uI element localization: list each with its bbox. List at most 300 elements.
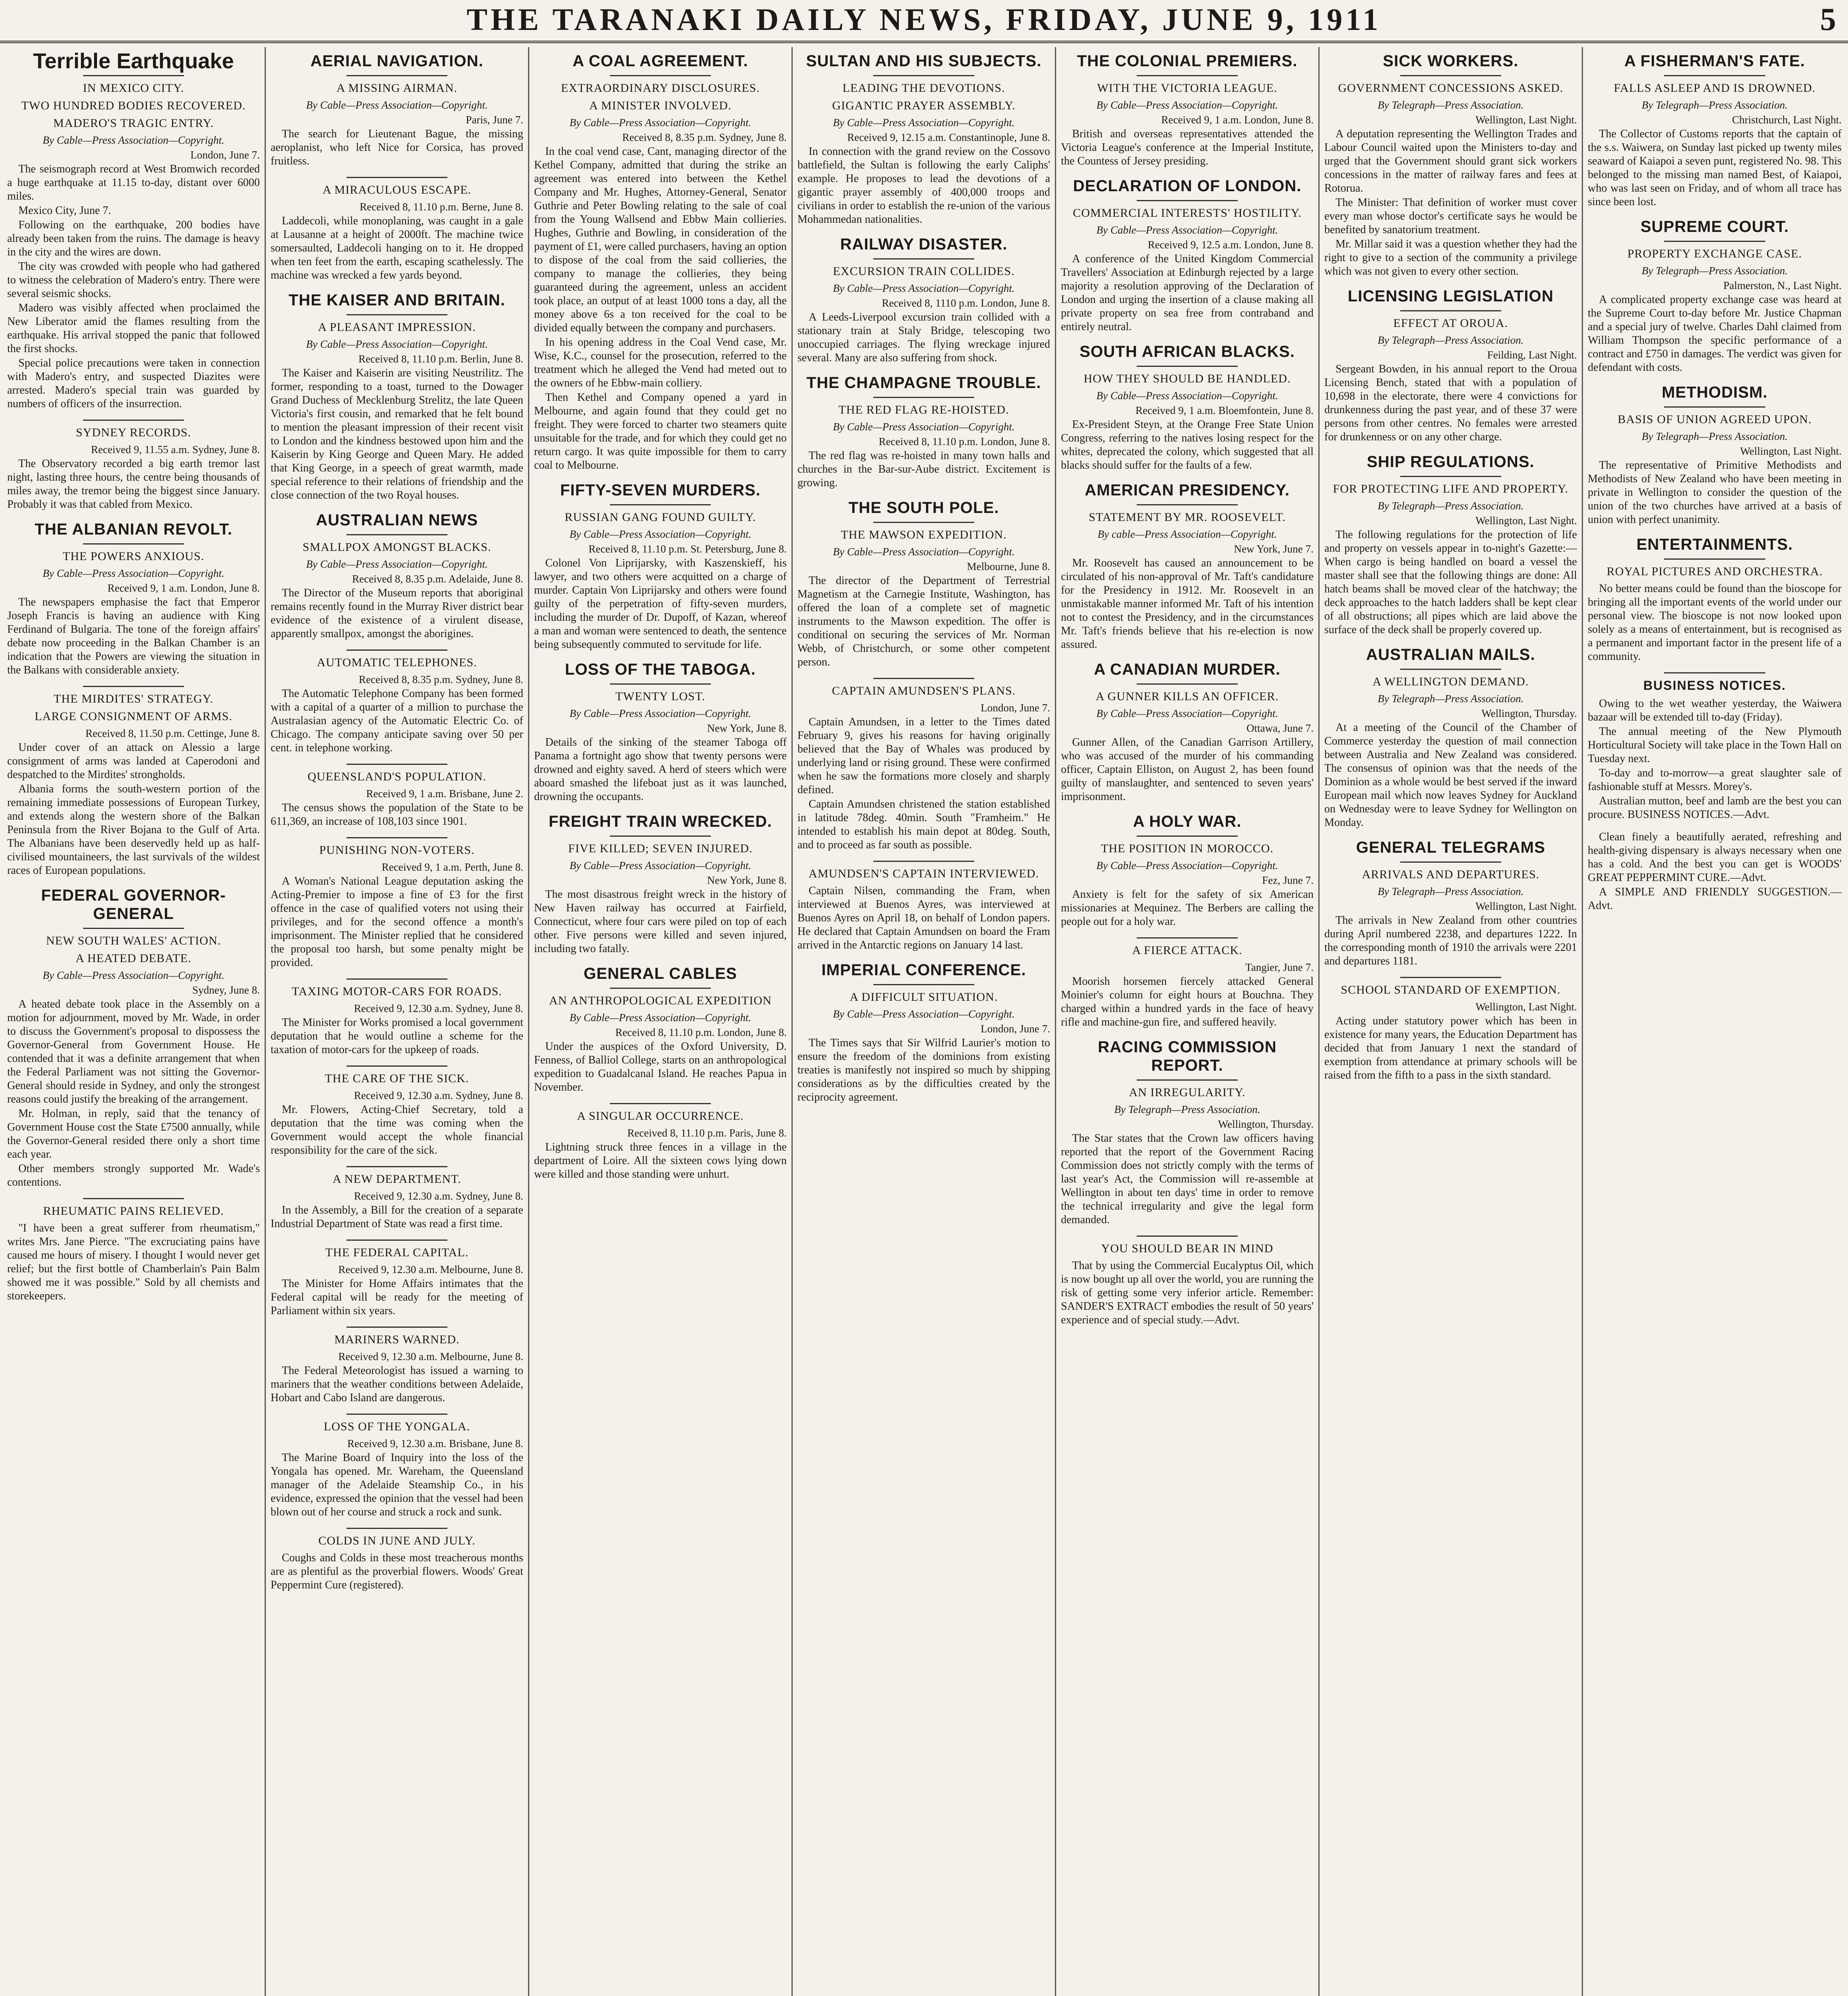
body-paragraph: In the coal vend case, Cant, managing director of the Kethel Company, admitted that during the strike an agreement was entered into between the Kethel Company and Mr. Hughes, Attorney-General, Senator Guthrie and Peter Bowling relating to the sale of coal from the Young Wallsend and Ebbw Main collieries. Hughes, Guthrie and Bowling, in consideration of the payment of £1, were called purchasers, having an option to dispose of the coal from the said collieries, the company to manage the collieries, they being guaranteed during the agreement, unless an accident took place, an output of at least 1000 tons a day, all the money above 6s a ton received for the coal to be divided equally between the company and purchasers. bbox=[534, 145, 787, 334]
article-subheading: THE MIRDITES' STRATEGY. bbox=[53, 692, 214, 705]
body-paragraph: The Federal Meteorologist has issued a warning to mariners that the weather conditions between Adelaide, Hobart and Cabo Island are dangerous. bbox=[271, 1364, 523, 1404]
article bbox=[1061, 1038, 1314, 1227]
wire-credit: By Telegraph—Press Association. bbox=[1377, 500, 1524, 512]
article-subheading: ARRIVALS AND DEPARTURES. bbox=[1362, 868, 1539, 881]
dateline: Received 9, 1 a.m. Perth, June 8. bbox=[382, 861, 523, 873]
notices-heading: BUSINESS NOTICES. bbox=[1643, 678, 1786, 693]
article bbox=[271, 649, 523, 755]
article-subheading: EFFECT AT OROUA. bbox=[1393, 317, 1508, 330]
news-column bbox=[1583, 47, 1846, 1996]
body-paragraph: Under cover of an attack on Alessio a large consignment of arms was landed at Caperodoni and despatched to the Mirdites' strongholds. bbox=[7, 741, 260, 781]
article bbox=[271, 837, 523, 970]
body-paragraph: Following on the earthquake, 200 bodies have already been taken from the ruins. The damage is heavy in the city and the wires are down. bbox=[7, 219, 260, 258]
article-subheading: A PLEASANT IMPRESSION. bbox=[318, 321, 476, 334]
article bbox=[1324, 453, 1577, 637]
dateline: Received 8, 11.10 p.m. Berlin, June 8. bbox=[358, 353, 523, 365]
headline-rule bbox=[873, 984, 974, 985]
article bbox=[1061, 937, 1314, 1029]
body-paragraph: Mexico City, June 7. bbox=[18, 204, 111, 217]
article-subheading: AMUNDSEN'S CAPTAIN INTERVIEWED. bbox=[808, 867, 1039, 880]
newspaper-columns bbox=[2, 47, 1846, 1996]
headline-rule bbox=[1137, 1079, 1238, 1081]
headline-rule bbox=[1137, 200, 1238, 201]
article bbox=[271, 1528, 523, 1592]
body-paragraph: A deputation representing the Wellington Trades and Labour Council waited upon the Ministers to-day and urged that the Government should grant sick workers concessions in the matter of railway fares and fees at Rotorua. bbox=[1324, 128, 1577, 194]
wire-credit: By Cable—Press Association—Copyright. bbox=[42, 969, 225, 981]
body-paragraph: Mr. Roosevelt has caused an announcement to be circulated of his non-approval of Mr. Taft's candidature for the Presidency in 1912. Mr. Roosevelt in an unmistakable manner informed Mr. Taft of his intention not to contest the Presidency, and in the circumstances Mr. Taft's friends believe that his re-election is now assured. bbox=[1061, 557, 1314, 651]
article bbox=[7, 420, 260, 511]
dateline: Received 9, 12.15 a.m. Constantinople, June 8. bbox=[847, 131, 1050, 143]
headline-rule bbox=[346, 314, 447, 315]
body-paragraph: Owing to the wet weather yesterday, the Waiwera bazaar will be extended till to-day (Friday). bbox=[1588, 697, 1842, 723]
headline-rule bbox=[1400, 861, 1501, 863]
body-paragraph: A Woman's National League deputation asking the Acting-Premier to impose a fine of £3 for the first offence in the case of qualified voters not using their privileges, and for the second offence a month's imprisonment. The Minister replied that he considered the proposal too harsh, but some penalty might be provided. bbox=[271, 875, 523, 969]
article-headline: GENERAL CABLES bbox=[584, 965, 737, 982]
headline-rule bbox=[1664, 558, 1765, 560]
news-column bbox=[2, 47, 266, 1996]
body-paragraph: The Collector of Customs reports that the captain of the s.s. Waiwera, on Sunday last picked up twenty miles seaward of Kaiapoi a seven punt, registered No. 98. This belonged to the missing man named Best, of Kaiapoi, who was last seen on Friday, and of whom all trace has since been lost. bbox=[1588, 128, 1842, 208]
article bbox=[7, 49, 260, 411]
dateline: Received 9, 12.30 a.m. Brisbane, June 8. bbox=[347, 1438, 523, 1449]
article-headline: A FISHERMAN'S FATE. bbox=[1624, 52, 1805, 70]
headline-rule bbox=[346, 534, 447, 535]
article bbox=[271, 1327, 523, 1405]
body-paragraph: Captain Amundsen christened the station established in latitude 78deg. 40min. South "Framheim." He intended to establish his main depot at 80deg. South, and to proceed as far south as possible. bbox=[797, 798, 1050, 851]
dateline: Received 8, 11.10 p.m. Paris, June 8. bbox=[627, 1127, 787, 1139]
headline-rule bbox=[610, 75, 711, 76]
article-subheading: ROYAL PICTURES AND ORCHESTRA. bbox=[1607, 565, 1823, 578]
article bbox=[271, 1414, 523, 1519]
dateline: Received 8, 11.50 p.m. Cettinge, June 8. bbox=[85, 727, 260, 739]
body-paragraph: The Star states that the Crown law officers having reported that the report of the Government Racing Commission does not strictly comply with the terms of last year's Act, the Commission will re-assemble at Wellington in about ten days' time in order to remove the technical irregularity and give the legal form demanded. bbox=[1061, 1132, 1314, 1226]
body-paragraph: Special police precautions were taken in connection with Madero's entry, and suspected Diazites were arrested. Madero's special train was guarded by numbers of officers of the insurrection. bbox=[7, 357, 260, 410]
headline-rule bbox=[1400, 310, 1501, 311]
dateline: Sydney, June 8. bbox=[192, 984, 260, 996]
wire-credit: By Telegraph—Press Association. bbox=[1377, 693, 1524, 705]
wire-credit: By Telegraph—Press Association. bbox=[1377, 99, 1524, 111]
body-paragraph: The arrivals in New Zealand from other countries during April numbered 2238, and departures 1222. In the corresponding month of 1910 the arrivals were 2201 and departures 1181. bbox=[1324, 914, 1577, 967]
article-subheading: PUNISHING NON-VOTERS. bbox=[319, 844, 475, 857]
wire-credit: By Cable—Press Association—Copyright. bbox=[569, 859, 752, 871]
headline-rule bbox=[1664, 75, 1765, 76]
dateline: Wellington, Thursday. bbox=[1218, 1118, 1314, 1130]
article bbox=[1588, 218, 1842, 374]
section-rule bbox=[1137, 1236, 1238, 1237]
headline-rule bbox=[873, 258, 974, 259]
article-headline: A HOLY WAR. bbox=[1133, 813, 1242, 830]
article-subheading: FIVE KILLED; SEVEN INJURED. bbox=[568, 842, 753, 855]
article bbox=[1324, 838, 1577, 968]
article-headline: METHODISM. bbox=[1662, 384, 1768, 401]
article-headline: THE COLONIAL PREMIERS. bbox=[1077, 52, 1298, 70]
body-paragraph: Albania forms the south-western portion of the remaining immediate possessions of European Turkey, and extends along the western shore of the Balkan Peninsula from the River Bojana to the Gulf of Arta. The Albanians have been deservedly held up as half-civilised mountaineers, the last survivals of the wildest races of European populations. bbox=[7, 783, 260, 877]
headline-rule bbox=[83, 75, 184, 76]
article-subheading: SYDNEY RECORDS. bbox=[76, 426, 191, 439]
article bbox=[1061, 52, 1314, 168]
article-headline: FEDERAL GOVERNOR-GENERAL bbox=[41, 887, 226, 923]
dateline: Received 9, 1 a.m. Bloemfontein, June 8. bbox=[1135, 404, 1314, 416]
article-subheading: A DIFFICULT SITUATION. bbox=[849, 990, 998, 1004]
body-paragraph: Australian mutton, beef and lamb are the best you can procure. BUSINESS NOTICES.—Advt. bbox=[1588, 795, 1842, 821]
dateline: Received 9, 12.30 a.m. Melbourne, June 8. bbox=[338, 1350, 523, 1362]
article-subheading: A MINISTER INVOLVED. bbox=[589, 99, 732, 112]
body-paragraph: The Times says that Sir Wilfrid Laurier's motion to ensure the freedom of the dominions from existing treaties is manifestly not inspired so much by shipping considerations as by the difficulties created by the reciprocity agreement. bbox=[797, 1037, 1050, 1103]
body-paragraph: Coughs and Colds in these most treacherous months are as plentiful as the proverbial flowers. Woods' Great Peppermint Cure (registered). bbox=[271, 1552, 523, 1591]
dateline: Received 9, 1 a.m. London, June 8. bbox=[1161, 114, 1314, 126]
dateline: Wellington, Last Night. bbox=[1740, 445, 1842, 457]
article-headline: AUSTRALIAN NEWS bbox=[316, 511, 478, 529]
headline-rule bbox=[1400, 669, 1501, 670]
dateline: Received 9, 12.5 a.m. London, June 8. bbox=[1148, 239, 1314, 251]
article-subheading: RUSSIAN GANG FOUND GUILTY. bbox=[564, 511, 756, 524]
article-subheading: AN IRREGULARITY. bbox=[1129, 1086, 1246, 1099]
article-subheading: THE MAWSON EXPEDITION. bbox=[841, 528, 1007, 541]
article-headline: THE KAISER AND BRITAIN. bbox=[289, 291, 505, 309]
body-paragraph: Clean finely a beautifully aerated, refreshing and health-giving dispensary is always necessary when one has a cold. And the best you can get is WOODS' GREAT PEPPERMINT CURE.—Advt. bbox=[1588, 831, 1842, 884]
dateline: Fez, June 7. bbox=[1262, 874, 1314, 886]
dateline: Melbourne, June 8. bbox=[967, 560, 1050, 572]
dateline: Wellington, Last Night. bbox=[1475, 515, 1577, 527]
headline-rule bbox=[1137, 504, 1238, 505]
article-subheading: SCHOOL STANDARD OF EXEMPTION. bbox=[1341, 983, 1561, 996]
article-subheading: NEW SOUTH WALES' ACTION. bbox=[46, 934, 221, 947]
article-subheading: A FIERCE ATTACK. bbox=[1132, 944, 1243, 957]
section-rule bbox=[346, 1327, 447, 1328]
article-headline: LOSS OF THE TABOGA. bbox=[565, 661, 756, 678]
dateline: Received 9, 1 a.m. Brisbane, June 2. bbox=[366, 788, 523, 800]
article-subheading: BASIS OF UNION AGREED UPON. bbox=[1617, 413, 1812, 426]
headline-rule bbox=[1664, 406, 1765, 408]
article-subheading: THE POWERS ANXIOUS. bbox=[63, 550, 204, 563]
headline-rule bbox=[1664, 241, 1765, 242]
article-headline: AERIAL NAVIGATION. bbox=[310, 52, 484, 70]
article bbox=[1588, 535, 1842, 663]
wire-credit: By Cable—Press Association—Copyright. bbox=[1096, 859, 1278, 871]
article-subheading: PROPERTY EXCHANGE CASE. bbox=[1627, 247, 1802, 260]
headline-rule bbox=[1400, 75, 1501, 76]
dateline: Received 9, 1 a.m. London, June 8. bbox=[107, 582, 260, 594]
dateline: Received 9, 12.30 a.m. Sydney, June 8. bbox=[354, 1089, 523, 1101]
headline-rule bbox=[610, 836, 711, 837]
article-subheading: IN MEXICO CITY. bbox=[83, 81, 184, 95]
article bbox=[1588, 672, 1842, 822]
article-subheading: MARINERS WARNED. bbox=[334, 1333, 460, 1346]
article bbox=[534, 964, 787, 1094]
article-headline: SUPREME COURT. bbox=[1640, 218, 1789, 236]
section-rule bbox=[1137, 937, 1238, 939]
wire-credit: By Cable—Press Association—Copyright. bbox=[833, 282, 1015, 294]
article bbox=[271, 511, 523, 641]
wire-credit: By Cable—Press Association—Copyright. bbox=[569, 117, 752, 129]
article-subheading: A MIRACULOUS ESCAPE. bbox=[323, 183, 471, 196]
body-paragraph: The Minister: That definition of worker must cover every man whose doctor's certificate says he would be benefited by sanatorium treatment. bbox=[1324, 196, 1577, 236]
dateline: Received 8, 8.35 p.m. Sydney, June 8. bbox=[622, 131, 787, 143]
article-headline: SHIP REGULATIONS. bbox=[1367, 453, 1535, 471]
headline-rule bbox=[873, 397, 974, 398]
dateline: Wellington, Last Night. bbox=[1475, 1001, 1577, 1013]
article-headline: A COAL AGREEMENT. bbox=[572, 52, 748, 70]
body-paragraph: The city was crowded with people who had gathered to witness the celebration of Madero's entry. There were several seismic shocks. bbox=[7, 260, 260, 300]
body-paragraph: In his opening address in the Coal Vend case, Mr. Wise, K.C., counsel for the prosecution, referred to the treatment which he alleged the Vend had meted out to the owners of he Ebbw-main colliery. bbox=[534, 336, 787, 389]
article bbox=[1588, 52, 1842, 209]
headline-rule bbox=[83, 928, 184, 929]
body-paragraph: The search for Lieutenant Bague, the missing aeroplanist, who left Nice for Corsica, has proved fruitless. bbox=[271, 128, 523, 167]
wire-credit: By Cable—Press Association—Copyright. bbox=[833, 117, 1015, 129]
section-rule bbox=[1664, 672, 1765, 673]
body-paragraph: Gunner Allen, of the Canadian Garrison Artillery, who was accused of the murder of his commanding officer, Captain Elliston, on August 2, has been found guilty of manslaughter, and sentenced to seven years' imprisonment. bbox=[1061, 736, 1314, 803]
dateline: Received 9, 12.30 a.m. Sydney, June 8. bbox=[354, 1190, 523, 1202]
section-rule bbox=[873, 678, 974, 679]
body-paragraph: Sergeant Bowden, in his annual report to the Oroua Licensing Bench, stated that with a population of 10,698 in the electorate, there were 4 convictions for drunkenness during the past year, and of these 37 were persons from other centres. No females were arrested for drunkenness or on any other charge. bbox=[1324, 363, 1577, 443]
article bbox=[271, 291, 523, 502]
dateline: London, June 7. bbox=[981, 702, 1050, 714]
article-subheading: YOU SHOULD BEAR IN MIND bbox=[1101, 1242, 1274, 1255]
article-subheading: TWENTY LOST. bbox=[615, 690, 706, 703]
body-paragraph: That by using the Commercial Eucalyptus Oil, which is now bought up all over the world, you are running the risk of getting some very inferior article. Remember: SANDER'S EXTRACT embodies the result of 50 years' experience and of special study.—Advt. bbox=[1061, 1259, 1314, 1326]
article bbox=[534, 812, 787, 956]
article bbox=[797, 499, 1050, 669]
section-rule bbox=[346, 649, 447, 651]
article-subheading: FALLS ASLEEP AND IS DROWNED. bbox=[1614, 81, 1816, 95]
body-paragraph: The most disastrous freight wreck in the history of New Haven railway has occurred at Fairfield, Connecticut, where four cars were piled on top of each other. Five persons were killed and seven injured, including two fatally. bbox=[534, 888, 787, 955]
wire-credit: By Cable—Press Association—Copyright. bbox=[1096, 224, 1278, 236]
body-paragraph: Lightning struck three fences in a village in the department of Loire. All the sixteen cows lying down were killed and those standing were unhurt. bbox=[534, 1141, 787, 1180]
body-paragraph: Mr. Millar said it was a question whether they had the right to give to a section of the community a privilege which was not given to every other section. bbox=[1324, 238, 1577, 277]
article-subheading: QUEENSLAND'S POPULATION. bbox=[307, 770, 487, 783]
article-subheading: THE POSITION IN MOROCCO. bbox=[1101, 842, 1274, 855]
article bbox=[797, 235, 1050, 365]
article-headline: RAILWAY DISASTER. bbox=[840, 236, 1008, 253]
article-subheading: STATEMENT BY MR. ROOSEVELT. bbox=[1088, 511, 1286, 524]
article-headline: GENERAL TELEGRAMS bbox=[1356, 839, 1545, 856]
dateline: Received 8, 11.10 p.m. London, June 8. bbox=[615, 1026, 787, 1038]
article-subheading: AN ANTHROPOLOGICAL EXPEDITION bbox=[549, 994, 772, 1007]
article-headline: A CANADIAN MURDER. bbox=[1094, 661, 1281, 678]
body-paragraph: Under the auspices of the Oxford University, D. Fenness, of Balliol College, starts on an anthropological expedition to Guadalcanal Island. He reaches Papua in November. bbox=[534, 1040, 787, 1093]
body-paragraph: Ex-President Steyn, at the Orange Free State Union Congress, referring to the natives losing respect for the whites, deprecated the colony, which suggested that all blacks should suffer for the faults of a few. bbox=[1061, 418, 1314, 471]
body-paragraph: Mr. Flowers, Acting-Chief Secretary, told a deputation that the time was coming when the Government would accept the whole financial responsibility for the care of the sick. bbox=[271, 1103, 523, 1156]
dateline: Ottawa, June 7. bbox=[1247, 722, 1314, 734]
wire-credit: By Cable—Press Association—Copyright. bbox=[1096, 99, 1278, 111]
news-column bbox=[1056, 47, 1320, 1996]
body-paragraph: The annual meeting of the New Plymouth Horticultural Society will take place in the Town Hall on Tuesday next. bbox=[1588, 725, 1842, 765]
dateline: Palmerston, N., Last Night. bbox=[1723, 279, 1842, 291]
dateline: Wellington, Thursday. bbox=[1481, 707, 1577, 719]
body-paragraph: The Kaiser and Kaiserin are visiting Neustrilitz. The former, responding to a toast, turned to the Dowager Grand Duchess of Mecklenburg Strelitz, the late Queen Victoria's first cousin, and remarked that he felt bound to mention the pleasant impression of their recent visit to London and the kindness bestowed upon him and the Kaiserin by King George and Queen Mary. He added that King George, in a speech of great warmth, made special reference to their relations of friendship and the close connection of the two Royal houses. bbox=[271, 367, 523, 501]
article-subheading: EXTRAORDINARY DISCLOSURES. bbox=[561, 81, 760, 95]
dateline: New York, June 7. bbox=[1234, 543, 1314, 555]
body-paragraph: No better means could be found than the bioscope for bringing all the important events of the world under our personal view. The bioscope is not now looked upon solely as a means of entertainment, but is recognised as a permanent and important factor in the present life of a community. bbox=[1588, 582, 1842, 663]
section-rule bbox=[346, 978, 447, 980]
body-paragraph: A conference of the United Kingdom Commercial Travellers' Association at Edinburgh rejected by a large majority a resolution approving of the Declaration of London and urging the insertion of a clause making all private property on sea free from contraband and entirely neutral. bbox=[1061, 253, 1314, 333]
article-subheading: COLDS IN JUNE AND JULY. bbox=[318, 1534, 476, 1547]
dateline: Received 8, 11.10 p.m. Berne, June 8. bbox=[360, 201, 523, 213]
article-subheading: THE RED FLAG RE-HOISTED. bbox=[838, 403, 1009, 416]
article bbox=[534, 1103, 787, 1181]
article bbox=[271, 1065, 523, 1157]
section-rule bbox=[346, 1166, 447, 1167]
article-subheading: A WELLINGTON DEMAND. bbox=[1372, 675, 1529, 688]
article bbox=[534, 52, 787, 472]
dateline: Tangier, June 7. bbox=[1245, 961, 1314, 973]
body-paragraph: Acting under statutory power which has been in existence for many years, the Education Department has decided that from January 1 next the standard of exemption from attendance at primary schools will be raised from the fifth to a pass in the sixth standard. bbox=[1324, 1015, 1577, 1081]
body-paragraph: A complicated property exchange case was heard at the Supreme Court to-day before Mr. Justice Chapman and a special jury of twelve. Charles Dahl claimed from William Thompson the specific performance of a contract and £750 in damages. The verdict was given for defendant with costs. bbox=[1588, 293, 1842, 374]
article-subheading: COMMERCIAL INTERESTS' HOSTILITY. bbox=[1072, 206, 1302, 220]
article-headline: DECLARATION OF LONDON. bbox=[1073, 177, 1302, 195]
body-paragraph: The Director of the Museum reports that aboriginal remains recently found in the Murray River district bear evidence of the existence of a virulent disease, apparently smallpox, amongst the aborigines. bbox=[271, 587, 523, 640]
body-paragraph: In the Assembly, a Bill for the creation of a separate Industrial Department of State was read a first time. bbox=[271, 1204, 523, 1230]
article bbox=[7, 1198, 260, 1303]
headline-rule bbox=[83, 543, 184, 545]
body-paragraph: A SIMPLE AND FRIENDLY SUGGESTION.—Advt. bbox=[1588, 886, 1842, 912]
article bbox=[271, 1166, 523, 1231]
body-paragraph: Captain Amundsen, in a letter to the Times dated February 9, gives his reasons for having originally believed that the Bay of Whales was produced by underlying land or rising ground. These were confirmed when he saw the formations more closely and sharply defined. bbox=[797, 716, 1050, 796]
dateline: Received 9, 12.30 a.m. Sydney, June 8. bbox=[354, 1002, 523, 1014]
article-subheading: TAXING MOTOR-CARS FOR ROADS. bbox=[292, 985, 502, 998]
section-rule bbox=[346, 764, 447, 765]
headline-rule bbox=[1400, 476, 1501, 477]
body-paragraph: "I have been a great sufferer from rheumatism," writes Mrs. Jane Pierce. "The excruciating pains have caused me hours of misery. I thought I would never get relief; but the first bottle of Chamberlain's Pain Balm showed me it was possible." Sold by all chemists and storekeepers. bbox=[7, 1222, 260, 1302]
article-headline: THE CHAMPAGNE TROUBLE. bbox=[806, 374, 1041, 392]
article bbox=[1061, 481, 1314, 651]
article bbox=[1324, 977, 1577, 1082]
wire-credit: By Cable—Press Association—Copyright. bbox=[42, 567, 225, 579]
article-subheading: A SINGULAR OCCURRENCE. bbox=[577, 1109, 744, 1123]
wire-credit: By Cable—Press Association—Copyright. bbox=[42, 134, 225, 146]
article-subheading: RHEUMATIC PAINS RELIEVED. bbox=[43, 1204, 224, 1218]
body-paragraph: British and overseas representatives attended the Victoria League's conference at the Imperial Institute, the Countess of Jersey presiding. bbox=[1061, 128, 1314, 167]
wire-credit: By Cable—Press Association—Copyright. bbox=[833, 1008, 1015, 1020]
section-rule bbox=[83, 1198, 184, 1199]
wire-credit: By Cable—Press Association—Copyright. bbox=[569, 1012, 752, 1024]
section-rule bbox=[346, 177, 447, 178]
dateline: London, June 7. bbox=[981, 1023, 1050, 1035]
dateline: New York, June 8. bbox=[707, 722, 787, 734]
section-rule bbox=[83, 420, 184, 421]
article-headline: ENTERTAINMENTS. bbox=[1636, 536, 1793, 553]
article bbox=[7, 886, 260, 1189]
article-subheading: TWO HUNDRED BODIES RECOVERED. bbox=[21, 99, 246, 112]
masthead bbox=[0, 0, 1848, 43]
article-subheading: THE FEDERAL CAPITAL. bbox=[325, 1246, 469, 1259]
article-subheading: GIGANTIC PRAYER ASSEMBLY. bbox=[832, 99, 1016, 112]
body-paragraph: Other members strongly supported Mr. Wade's contentions. bbox=[7, 1162, 260, 1188]
section-rule bbox=[873, 861, 974, 862]
headline-rule bbox=[1137, 366, 1238, 367]
article-subheading: A MISSING AIRMAN. bbox=[336, 81, 457, 95]
article-subheading: GOVERNMENT CONCESSIONS ASKED. bbox=[1338, 81, 1563, 95]
article bbox=[1061, 1236, 1314, 1327]
wire-credit: By Telegraph—Press Association. bbox=[1642, 430, 1788, 442]
section-rule bbox=[346, 1528, 447, 1529]
wire-credit: By Cable—Press Association—Copyright. bbox=[569, 707, 752, 719]
headline-rule bbox=[346, 75, 447, 76]
wire-credit: By Cable—Press Association—Copyright. bbox=[833, 421, 1015, 433]
section-rule bbox=[83, 686, 184, 687]
dateline: Christchurch, Last Night. bbox=[1732, 114, 1842, 126]
article bbox=[1061, 812, 1314, 929]
article bbox=[797, 678, 1050, 852]
body-paragraph: The Minister for Home Affairs intimates that the Federal capital will be ready for the meeting of Parliament within six years. bbox=[271, 1277, 523, 1317]
article bbox=[1588, 383, 1842, 527]
wire-credit: By Telegraph—Press Association. bbox=[1642, 265, 1788, 277]
article-headline: IMPERIAL CONFERENCE. bbox=[821, 961, 1026, 979]
body-paragraph: Laddecoli, while monoplaning, was caught in a gale at Lausanne at a height of 2000ft. The machine twice somersaulted, Laddecoli hanging on to it. He dropped when ten feet from the earth, escaping scathelessly. The machine was wrecked a few yards beyond. bbox=[271, 215, 523, 281]
dateline: Received 8, 11.10 p.m. St. Petersburg, June 8. bbox=[588, 543, 787, 555]
article-headline: AMERICAN PRESIDENCY. bbox=[1084, 481, 1290, 499]
article-subheading: LOSS OF THE YONGALA. bbox=[324, 1420, 470, 1433]
section-rule bbox=[346, 1065, 447, 1067]
article-subheading: MADERO'S TRAGIC ENTRY. bbox=[53, 117, 214, 130]
news-column bbox=[266, 47, 529, 1996]
wire-credit: By Telegraph—Press Association. bbox=[1642, 99, 1788, 111]
dateline: New York, June 8. bbox=[707, 874, 787, 886]
body-paragraph: Anxiety is felt for the safety of six American missionaries at Mequinez. The Berbers are calling the people out for a holy war. bbox=[1061, 888, 1314, 928]
wire-credit: By Cable—Press Association—Copyright. bbox=[1096, 390, 1278, 402]
wire-credit: By cable—Press Association—Copyright. bbox=[1097, 528, 1277, 540]
article-subheading: AUTOMATIC TELEPHONES. bbox=[317, 656, 477, 669]
body-paragraph: The Observatory recorded a big earth tremor last night, lasting three hours, the centre being thousands of miles away, the tremor being the biggest since January. Probably it was that cabled from Mexico. bbox=[7, 457, 260, 511]
dateline: Received 8, 8.35 p.m. Adelaide, June 8. bbox=[352, 573, 523, 585]
body-paragraph: At a meeting of the Council of the Chamber of Commerce yesterday the question of mail connection between Australia and New Zealand was considered. The consensus of opinion was that the needs of the Dominion as a whole would be best served if the inward European mail which now leaves Sydney for Auckland on Wednesday were to leave Sydney for Wellington on Monday. bbox=[1324, 721, 1577, 829]
body-paragraph: In connection with the grand review on the Cossovo battlefield, the Sultan is following the early Caliphs' example. He proposes to lead the devotions of a gigantic prayer assembly of 400,000 troops and civilians in order to establish the re-union of the various Mohammedan nationalities. bbox=[797, 145, 1050, 226]
headline-rule bbox=[610, 988, 711, 989]
article-headline: FIFTY-SEVEN MURDERS. bbox=[560, 481, 761, 499]
article-subheading: A NEW DEPARTMENT. bbox=[332, 1172, 461, 1186]
article-subheading: SMALLPOX AMONGST BLACKS. bbox=[303, 541, 491, 554]
body-paragraph: Moorish horsemen fiercely attacked General Moinier's column for eight hours at Bouchna. They charged within a hundred yards in the face of heavy rifle and machine-gun fire, and suffered heavily. bbox=[1061, 975, 1314, 1028]
article-headline: Terrible Earthquake bbox=[33, 49, 234, 73]
wire-credit: By Telegraph—Press Association. bbox=[1377, 885, 1524, 897]
article-headline: LICENSING LEGISLATION bbox=[1347, 287, 1554, 305]
article-headline: FREIGHT TRAIN WRECKED. bbox=[548, 813, 772, 830]
article bbox=[271, 764, 523, 828]
body-paragraph: A Leeds-Liverpool excursion train collided with a stationary train at Staly Bridge, telescoping two unoccupied carriages. The flying wreckage injured several. Many are also suffering from shock. bbox=[797, 311, 1050, 364]
headline-rule bbox=[610, 683, 711, 685]
article-subheading: THE CARE OF THE SICK. bbox=[324, 1072, 469, 1085]
wire-credit: By Cable—Press Association—Copyright. bbox=[306, 338, 488, 350]
masthead-title: THE TARANAKI DAILY NEWS, FRIDAY, JUNE 9, 1911 bbox=[467, 2, 1381, 37]
body-paragraph: A heated debate took place in the Assembly on a motion for adjournment, moved by Mr. Wade, in order to discuss the Government's proposal to dispossess the Governor-General from Government House. He contended that it was a definite arrangement that when the Federal Parliament was not sitting the Governor-General should reside in Sydney, and only the strongest reasons could justify the breaking of the arrangement. bbox=[7, 998, 260, 1105]
section-rule bbox=[346, 837, 447, 838]
article-headline: AUSTRALIAN MAILS. bbox=[1366, 646, 1535, 663]
article bbox=[1324, 646, 1577, 830]
dateline: Received 9, 11.55 a.m. Sydney, June 8. bbox=[91, 444, 260, 455]
news-column bbox=[1320, 47, 1583, 1996]
body-paragraph: The representative of Primitive Methodists and Methodists of New Zealand who have been meeting in private in Wellington to consider the question of the union of the two churches have arrived at a basis of union with perfect unanimity. bbox=[1588, 459, 1842, 526]
article bbox=[271, 978, 523, 1057]
body-paragraph: The Automatic Telephone Company has been formed with a capital of a quarter of a million to purchase the Australasian agency of the Automatic Electric Co. of Chicago. The company anticipate saving over 50 per cent. in telephone working. bbox=[271, 687, 523, 754]
article-subheading: WITH THE VICTORIA LEAGUE. bbox=[1097, 81, 1278, 95]
article bbox=[1061, 343, 1314, 472]
article-subheading: HOW THEY SHOULD BE HANDLED. bbox=[1084, 372, 1291, 385]
body-paragraph: The Marine Board of Inquiry into the loss of the Yongala has opened. Mr. Wareham, the Queensland manager of the Adelaide Steamship Co., in his evidence, expressed the opinion that the vessel had been blown out of her course and struck a rock and sunk. bbox=[271, 1451, 523, 1518]
dateline: Received 8, 1110 p.m. London, June 8. bbox=[882, 297, 1050, 309]
article bbox=[797, 861, 1050, 952]
section-rule bbox=[1400, 977, 1501, 978]
article bbox=[1061, 177, 1314, 334]
article bbox=[7, 520, 260, 677]
article bbox=[797, 961, 1050, 1104]
section-rule bbox=[346, 1414, 447, 1415]
article-headline: THE SOUTH POLE. bbox=[848, 499, 999, 517]
body-paragraph: The newspapers emphasise the fact that Emperor Joseph Francis is having an audience with King Ferdinand of Bulgaria. The tone of the foreign affairs' debate now proceeding in the Balkan Chamber is an indication that the Powers are viewing the situation in the Balkans with considerable anxiety. bbox=[7, 596, 260, 676]
article-subheading: A HEATED DEBATE. bbox=[75, 952, 192, 965]
body-paragraph: Madero was visibly affected when proclaimed the New Liberator amid the flames resulting from the earthquake. His arrival stopped the panic that followed the first shocks. bbox=[7, 302, 260, 355]
headline-rule bbox=[873, 522, 974, 523]
body-paragraph: Captain Nilsen, commanding the Fram, when interviewed at Buenos Ayres, was interviewed at Buenos Ayres on April 18, on behalf of London papers. He declared that Captain Amundsen on board the Fram arrived in the Antarctic regions on January 14 last. bbox=[797, 885, 1050, 951]
body-paragraph: Then Kethel and Company opened a yard in Melbourne, and again found that they could get no freight. They were forced to charter two steamers quite unsuitable for the trade, and for which they could get no return cargo. It was quite impossible for them to carry coal to Melbourne. bbox=[534, 391, 787, 471]
